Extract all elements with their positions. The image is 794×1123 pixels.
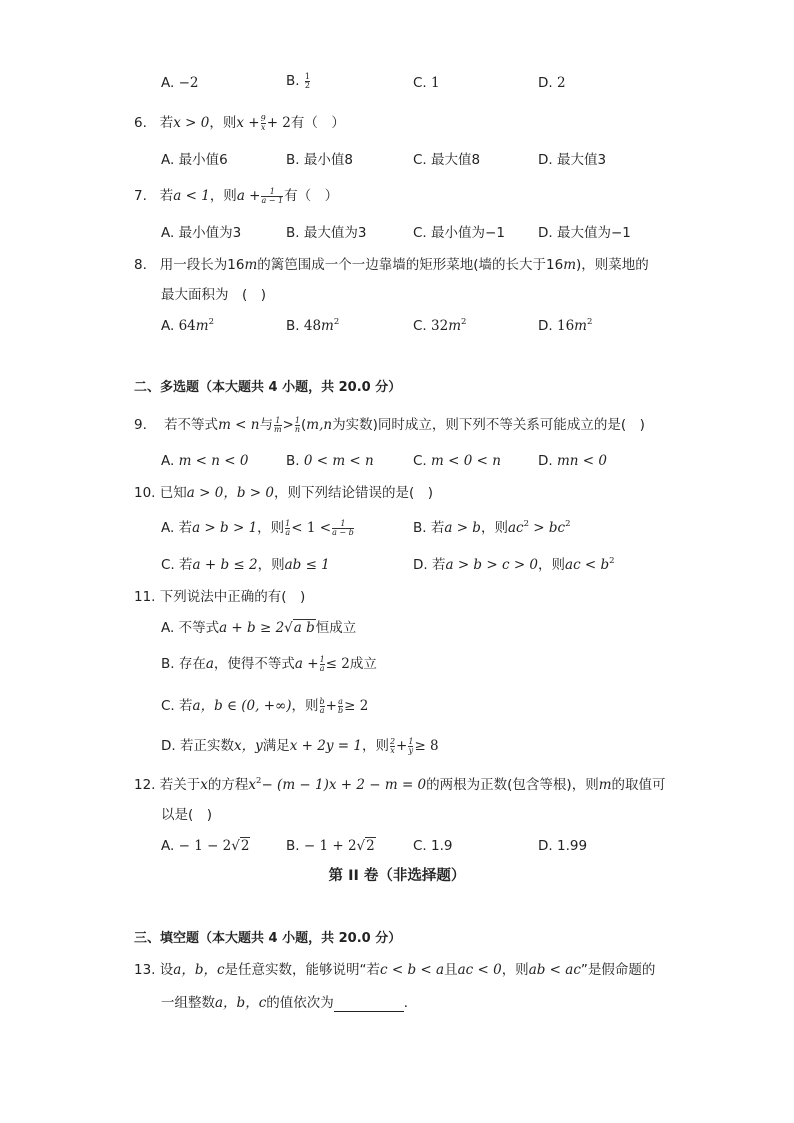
q5-option-c[interactable]: C. 1 (413, 75, 440, 91)
answer-blank[interactable] (334, 997, 404, 1012)
q7-option-a[interactable]: A. 最小值为3 (161, 225, 242, 241)
q6-option-b[interactable]: B. 最小值8 (286, 152, 353, 168)
q10-option-d[interactable]: D. 若a > b > c > 0，则ac < $b^2$ (413, 556, 615, 573)
fraction: $\frac{1}{m}$ (273, 415, 282, 434)
q8-stem-line2: 最大面积为 ( ) (161, 287, 267, 303)
q5-option-a[interactable]: A. −2 (161, 75, 199, 91)
fraction: $\frac{b}{a}$ (319, 696, 325, 715)
q8-option-d[interactable]: D. $16m^2$ (538, 317, 593, 334)
q9-stem: 9. 若不等式m < n与 $\frac{1}{m}$ > $\frac{1}{n}$ (m,n为实数)同时成立，则下列不等关系可能成立的是( ) (134, 415, 645, 434)
q10-option-a[interactable]: A. 若a > b > 1，则 $\frac{1}{a}$ < 1 < $\frac{1}{a - b}$ (161, 518, 354, 537)
q12-option-b[interactable]: B. − 1 + 2√2 (286, 838, 375, 854)
q9-option-a[interactable]: A. m < n < 0 (161, 453, 249, 469)
q11-option-b[interactable]: B. 存在a，使得不等式a + $\frac{1}{a}$ ≤ 2成立 (161, 654, 377, 673)
q13-stem-line2: 一组整数a，b，c的值依次为 ． (161, 995, 418, 1011)
fraction: $\frac{1}{a - 1}$ (261, 186, 284, 205)
q8-option-a[interactable]: A. $64m^2$ (161, 317, 215, 334)
fraction: $\frac{9}{x}$ (260, 113, 266, 132)
q12-option-a[interactable]: A. − 1 − 2√2 (161, 838, 250, 854)
section-title-fill-in: 三、填空题（本大题共 4 小题，共 20.0 分） (134, 931, 402, 946)
q11-option-d[interactable]: D. 若正实数x，y满足x + 2y = 1，则 $\frac{2}{x}$ + $\frac{1}{y}$ ≥ 8 (161, 736, 439, 755)
q5-option-d[interactable]: D. 2 (538, 75, 566, 91)
q10-option-b[interactable]: B. 若a > b，则$ac^2 > bc^2$ (413, 519, 571, 536)
q10-stem: 10. 已知a > 0，b > 0，则下列结论错误的是( ) (134, 485, 433, 501)
q7-option-b[interactable]: B. 最大值为3 (286, 225, 367, 241)
q6-option-a[interactable]: A. 最小值6 (161, 152, 228, 168)
q10-option-c[interactable]: C. 若a + b ≤ 2，则ab ≤ 1 (161, 557, 330, 573)
q8-option-c[interactable]: C. $32m^2$ (413, 317, 467, 334)
fraction: $\frac{a}{b}$ (337, 696, 344, 715)
q7-stem: 7. 若a < 1，则a + $\frac{1}{a - 1}$ 有（ ） (134, 186, 339, 205)
q9-option-c[interactable]: C. m < 0 < n (413, 453, 501, 469)
q11-option-a[interactable]: A. 不等式a + b ≥ 2√a b恒成立 (161, 620, 357, 636)
fraction: $\frac{1}{a - b}$ (332, 518, 354, 537)
q6-option-c[interactable]: C. 最大值8 (413, 152, 481, 168)
q7-option-d[interactable]: D. 最大值为−1 (538, 225, 631, 241)
fraction: $\frac{1}{y}$ (408, 736, 414, 755)
q12-option-c[interactable]: C. 1.9 (413, 838, 453, 854)
q6-option-d[interactable]: D. 最大值3 (538, 152, 607, 168)
q11-stem: 11. 下列说法中正确的有( ) (134, 589, 306, 605)
q9-option-d[interactable]: D. mn < 0 (538, 453, 607, 469)
q11-option-c[interactable]: C. 若a，b ∈ (0, +∞)，则 $\frac{b}{a}$ + $\frac{a}{b}$ ≥ 2 (161, 696, 369, 715)
q13-stem-line1: 13. 设a，b，c是任意实数，能够说明“若c < b < a且ac < 0，则ab < ac”是假命题的 (134, 962, 656, 978)
q9-option-b[interactable]: B. 0 < m < n (286, 453, 374, 469)
q12-stem-line1: 12. 若关于x的方程$x^2- (m - 1)x + 2 - m = 0$的两根为正数(包含等根)，则m的取值可 (134, 776, 666, 793)
fraction: $\frac{2}{x}$ (389, 736, 396, 755)
fraction: $\frac{1}{n}$ (294, 415, 301, 434)
q12-stem-line2: 以是( ) (161, 807, 213, 823)
q7-option-c[interactable]: C. 最小值为−1 (413, 225, 505, 241)
fraction: $\frac{1}{a}$ (319, 654, 325, 673)
q8-option-b[interactable]: B. $48m^2$ (286, 317, 340, 334)
q8-stem-line1: 8. 用一段长为16m的篱笆围成一个一边靠墙的矩形菜地(墙的长大于16m)，则菜地的 (134, 257, 649, 273)
q6-stem: 6. 若x > 0，则x + $\frac{9}{x}$ + 2有（ ） (134, 113, 345, 132)
fraction: $\frac{1}{a}$ (285, 518, 291, 537)
q5-option-b[interactable]: B. $\frac{1}{2}$ (286, 71, 310, 90)
part-ii-title: 第 II 卷（非选择题） (328, 868, 466, 884)
q12-option-d[interactable]: D. 1.99 (538, 838, 588, 854)
section-title-multiple-choice: 二、多选题（本大题共 4 小题，共 20.0 分） (134, 380, 402, 395)
fraction: $\frac{1}{2}$ (304, 71, 310, 90)
